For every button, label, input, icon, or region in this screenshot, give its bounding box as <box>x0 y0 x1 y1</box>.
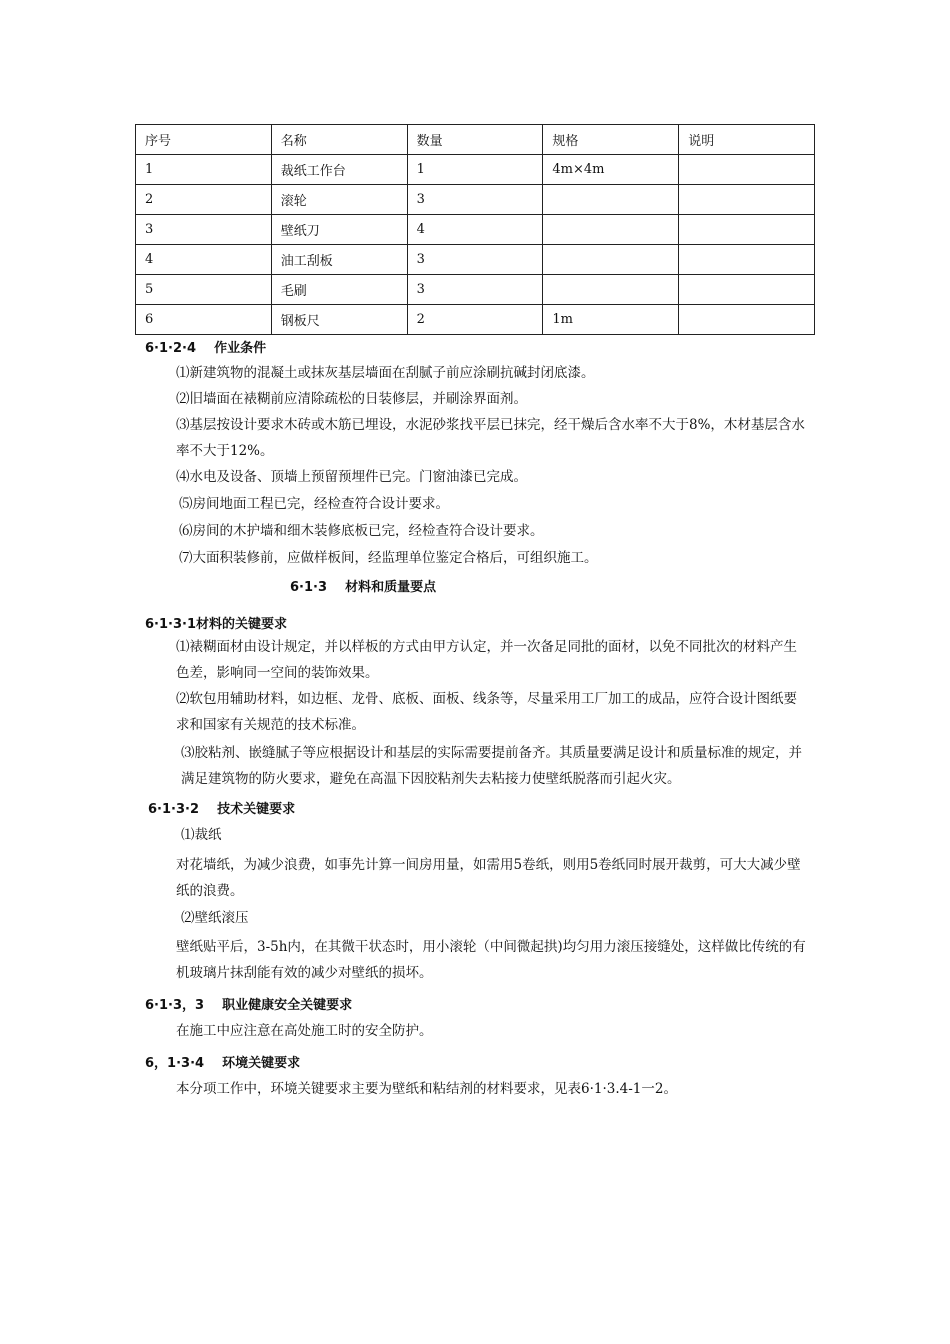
header-cell: 说明 <box>679 125 815 155</box>
table-cell: 壁纸刀 <box>271 215 407 245</box>
table-cell: 4m×4m <box>543 155 679 185</box>
table-row <box>136 215 815 245</box>
table-row <box>136 275 815 305</box>
table-cell: 裁纸工作台 <box>271 155 407 185</box>
table-header-row <box>136 125 815 155</box>
table-row <box>136 305 815 335</box>
paragraph: ⑴裁纸 <box>181 827 222 843</box>
table-cell <box>543 245 679 275</box>
table-cell: 3 <box>407 275 543 305</box>
section-heading: 6·1·3·1材料的关键要求 <box>145 617 287 632</box>
table-cell: 毛刷 <box>271 275 407 305</box>
table-cell <box>679 215 815 245</box>
header-cell: 序号 <box>136 125 272 155</box>
paragraph: ⑹房间的木护墙和细木装修底板已完，经检查符合设计要求。 <box>179 523 544 539</box>
paragraph: 在施工中应注意在高处施工时的安全防护。 <box>176 1023 433 1039</box>
table-cell: 5 <box>136 275 272 305</box>
paragraph: ⑴新建筑物的混凝土或抹灰基层墙面在刮腻子前应涂刷抗碱封闭底漆。 <box>176 365 595 381</box>
table-cell: 滚轮 <box>271 185 407 215</box>
paragraph: 壁纸贴平后，3-5h内，在其微干状态时，用小滚轮（中间微起拱)均匀用力滚压接缝处，这样做比传统的有机玻璃片抹刮能有效的减少对壁纸的损坏。 <box>176 939 806 981</box>
paragraph: ⑵壁纸滚压 <box>181 910 249 926</box>
paragraph: ⑶基层按设计要求木砖或木筋已埋设，水泥砂浆找平层已抹完，经干燥后含水率不大于8%，木材基层含水率不大于12%。 <box>176 417 805 459</box>
section-heading: 6·1·3，3 职业健康安全关键要求 <box>145 998 353 1013</box>
table-cell <box>543 215 679 245</box>
table-cell <box>679 245 815 275</box>
paragraph: ⑶胶粘剂、嵌缝腻子等应根据设计和基层的实际需要提前备齐。其质量要满足设计和质量标准的规定，并满足建筑物的防火要求，避免在高温下因胶粘剂失去粘接力使壁纸脱落而引起火灾。 <box>181 745 802 787</box>
paragraph: ⑺大面积装修前，应做样板间，经监理单位鉴定合格后，可组织施工。 <box>179 550 598 566</box>
paragraph: 本分项工作中，环境关键要求主要为壁纸和粘结剂的材料要求，见表6·1·3.4-1一2。 <box>176 1081 677 1097</box>
table-cell <box>543 185 679 215</box>
table-cell: 油工刮板 <box>271 245 407 275</box>
tools-table <box>135 124 815 335</box>
table-cell: 2 <box>136 185 272 215</box>
table-cell <box>679 275 815 305</box>
header-cell: 名称 <box>271 125 407 155</box>
table-row <box>136 185 815 215</box>
header-cell: 规格 <box>543 125 679 155</box>
table-cell: 3 <box>407 245 543 275</box>
table-cell <box>679 305 815 335</box>
paragraph: ⑴裱糊面材由设计规定，并以样板的方式由甲方认定，并一次备足同批的面材，以免不同批次的材料产生色差，影响同一空间的装饰效果。 <box>176 639 797 681</box>
table-cell: 1 <box>407 155 543 185</box>
section-heading: 6·1·3·2 技术关键要求 <box>148 802 296 817</box>
paragraph: ⑵软包用辅助材料，如边框、龙骨、底板、面板、线条等，尽量采用工厂加工的成品，应符合设计图纸要求和国家有关规范的技术标准。 <box>176 691 797 733</box>
table-cell <box>679 185 815 215</box>
table-cell: 2 <box>407 305 543 335</box>
table-row <box>136 155 815 185</box>
table-cell: 4 <box>136 245 272 275</box>
section-heading: 6·1·2·4 作业条件 <box>145 341 267 356</box>
table-cell: 钢板尺 <box>271 305 407 335</box>
paragraph: ⑵旧墙面在裱糊前应清除疏松的日装修层，并刷涂界面剂。 <box>176 391 527 407</box>
table-cell <box>679 155 815 185</box>
table-row <box>136 245 815 275</box>
section-heading: 6，1·3·4 环境关键要求 <box>145 1056 301 1071</box>
table-cell: 4 <box>407 215 543 245</box>
table-cell <box>543 275 679 305</box>
table-cell: 1m <box>543 305 679 335</box>
table-cell: 3 <box>407 185 543 215</box>
table-cell: 3 <box>136 215 272 245</box>
paragraph: 对花墙纸，为减少浪费，如事先计算一间房用量，如需用5卷纸，则用5卷纸同时展开裁剪，可大大减少壁纸的浪费。 <box>176 857 801 899</box>
table-cell: 6 <box>136 305 272 335</box>
paragraph: ⑸房间地面工程已完，经检查符合设计要求。 <box>179 496 449 512</box>
header-cell: 数量 <box>407 125 543 155</box>
table-cell: 1 <box>136 155 272 185</box>
paragraph: ⑷水电及设备、顶墙上预留预埋件已完。门窗油漆已完成。 <box>176 469 527 485</box>
section-heading: 6·1·3 材料和质量要点 <box>290 580 437 595</box>
